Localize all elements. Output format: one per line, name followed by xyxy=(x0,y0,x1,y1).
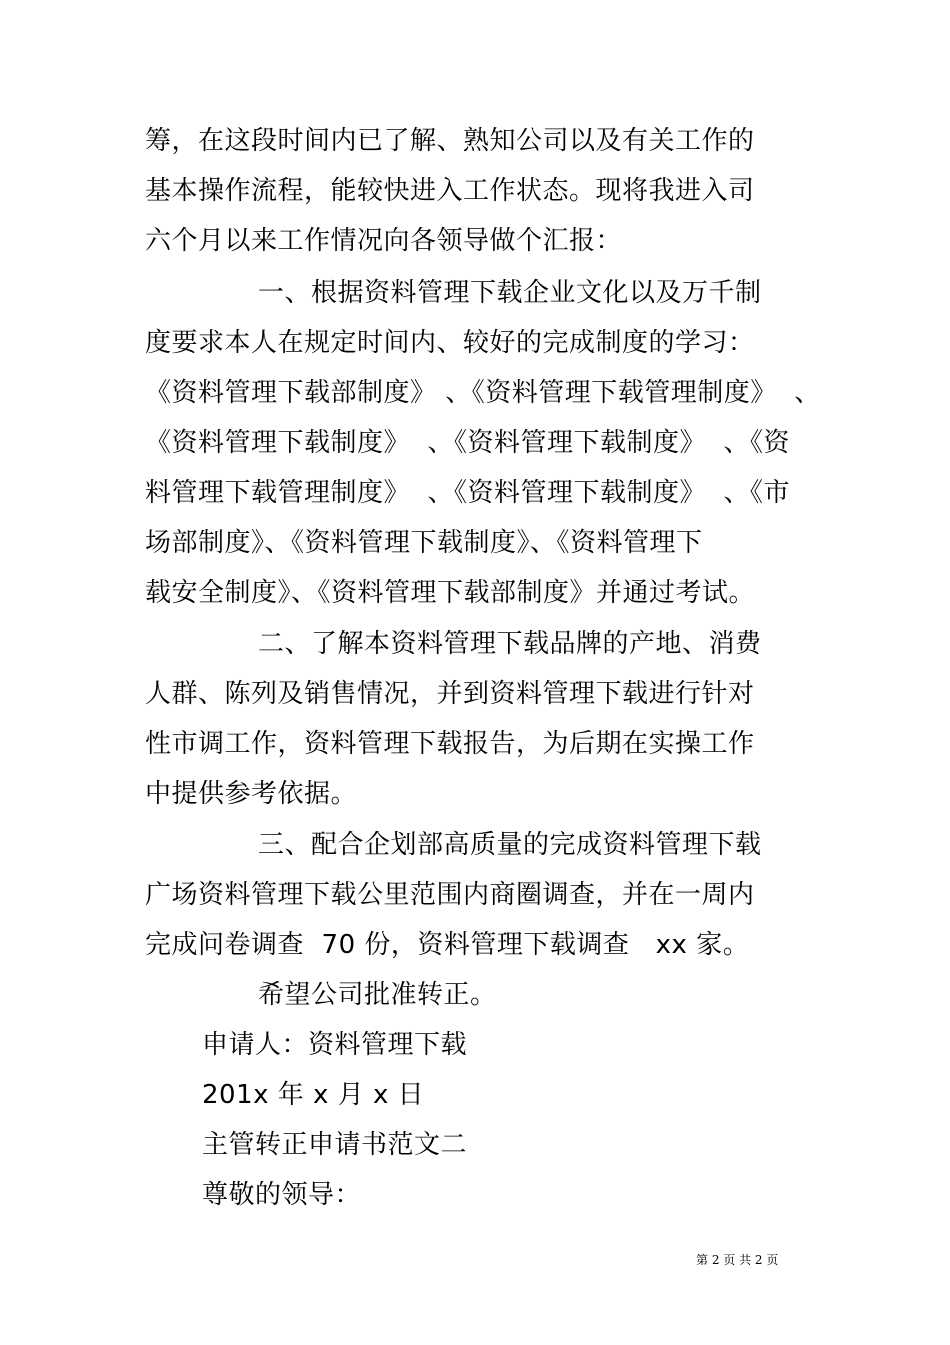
section-title: 主管转正申请书范文二 xyxy=(202,1130,468,1160)
text-line: 基本操作流程，能较快进入工作状态。现将我进入司 xyxy=(145,176,755,206)
closing-line: 希望公司批准转正。 xyxy=(258,980,497,1010)
paragraph-heading: 一、根据资料管理下载企业文化以及万千制 xyxy=(258,278,762,308)
text-line: 筹，在这段时间内已了解、熟知公司以及有关工作的 xyxy=(145,126,755,156)
text-line: 完成问卷调查 70 份，资料管理下载调查 xx 家。 xyxy=(145,930,750,960)
paragraph-heading: 二、了解本资料管理下载品牌的产地、消费 xyxy=(258,629,762,659)
text-line: 《资料管理下载部制度》 、《资料管理下载管理制度》 、 xyxy=(145,378,821,408)
text-line: 场部制度》、《资料管理下载制度》、《资料管理下 xyxy=(145,528,703,558)
text-line: 载安全制度》、《资料管理下载部制度》并通过考试。 xyxy=(145,578,756,608)
text-line: 《资料管理下载制度》 、《资料管理下载制度》 、《资 xyxy=(145,428,791,458)
applicant-line: 申请人：资料管理下载 xyxy=(202,1030,468,1060)
text-line: 中提供参考依据。 xyxy=(145,779,358,809)
text-line: 广场资料管理下载公里范围内商圈调查，并在一周内 xyxy=(145,880,755,910)
text-line: 人群、陈列及销售情况，并到资料管理下载进行针对 xyxy=(145,679,755,709)
paragraph-heading: 三、配合企划部高质量的完成资料管理下载 xyxy=(258,830,762,860)
text-line: 性市调工作，资料管理下载报告，为后期在实操工作 xyxy=(145,729,755,759)
text-line: 六个月以来工作情况向各领导做个汇报： xyxy=(145,226,623,256)
salutation: 尊敬的领导： xyxy=(202,1180,362,1210)
text-line: 度要求本人在规定时间内、较好的完成制度的学习： xyxy=(145,328,755,358)
text-line: 料管理下载管理制度》 、《资料管理下载制度》 、《市 xyxy=(145,478,791,508)
date-line: 201x 年 x 月 x 日 xyxy=(202,1080,425,1110)
page-number: 第 2 页 共 2 页 xyxy=(696,1253,779,1267)
